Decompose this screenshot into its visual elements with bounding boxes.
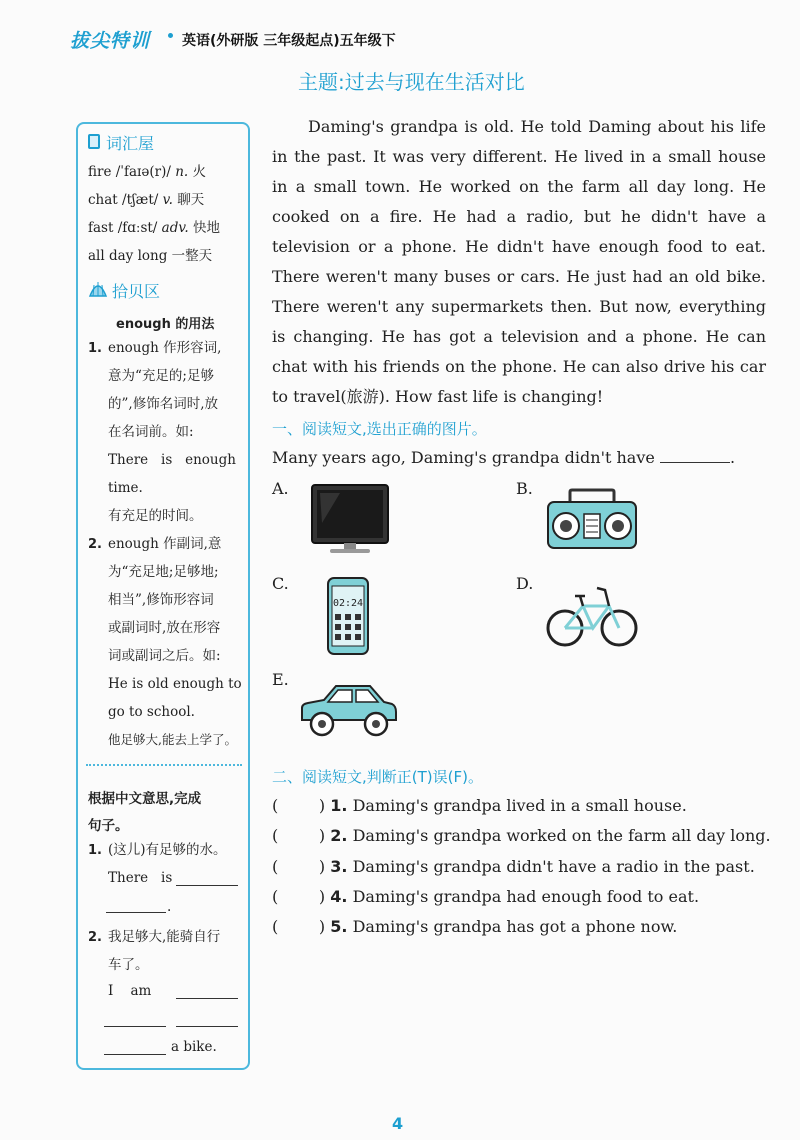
task-2-chinese: 我足够大,能骑自行 xyxy=(108,929,221,945)
task-2-blank[interactable] xyxy=(176,1011,238,1027)
vocab-list xyxy=(88,158,248,270)
reading-passage: Daming's grandpa is old. He told Daming about his life in the past. It was very different. He lived in a small house in a small town. He worked on the farm all day long. He cooked on a fire. He had a radio, but he didn't have a television or a phone. He didn't have enough food to eat. There weren't many buses or cars. He just had an old bike. There weren't any supermarkets then. But now, everything is changing. He has got a television and a phone. He can chat with his friends on the phone. He can also drive his car to travel(旅游). How fast life is changing! xyxy=(272,117,766,406)
bike-icon[interactable] xyxy=(545,584,639,650)
tf-item: ( ) 4. Daming's grandpa had enough food to eat. xyxy=(272,887,700,906)
page-title: 主题:过去与现在生活对比 xyxy=(298,70,525,94)
sidebar-divider xyxy=(86,764,242,766)
question-blank[interactable] xyxy=(660,447,730,463)
task-title-line-1: 根据中文意思,完成 xyxy=(88,791,202,807)
usage-2-text: enough 作副词,意 为“充足地;足够地; 相当”,修饰形容词 或副词时,放在形容 词或副词之后。如: He is old enough to go to school. 他足够大,能去上学了。 xyxy=(108,536,242,747)
book-icon xyxy=(88,134,100,149)
usage-title: enough 的用法 xyxy=(116,317,215,332)
option-c-label[interactable]: C. xyxy=(272,574,289,593)
vocab-section-title: 词汇屋 xyxy=(106,134,155,153)
task-2-ending: a bike. xyxy=(171,1039,217,1055)
book-title: 英语(外研版 三年级起点)五年级下 xyxy=(182,33,396,49)
option-a-label[interactable]: A. xyxy=(272,479,289,498)
answer-bracket[interactable]: ( ) xyxy=(272,857,326,876)
task-2-blank[interactable] xyxy=(104,1011,166,1027)
answer-bracket[interactable]: ( ) xyxy=(272,917,326,936)
phone-screen-time: 02:24 xyxy=(332,598,364,609)
section-1-question: Many years ago, Daming's grandpa didn't have . xyxy=(272,448,736,467)
task-1-english: There is xyxy=(108,870,173,886)
section-2-title: 二、阅读短文,判断正(T)误(F)。 xyxy=(272,768,483,786)
answer-bracket[interactable]: ( ) xyxy=(272,796,326,815)
task-2-english: I am xyxy=(108,983,152,999)
radio-icon[interactable] xyxy=(546,488,638,550)
task-1-number: 1. xyxy=(88,843,102,858)
brand-logo: 拔尖特训 xyxy=(70,30,151,52)
section-1-title: 一、阅读短文,选出正确的图片。 xyxy=(272,420,487,438)
task-1-blank[interactable] xyxy=(176,870,238,886)
option-d-label[interactable]: D. xyxy=(516,574,534,593)
usage-2-number: 2. xyxy=(88,537,102,552)
usage-1-text: enough 作形容词, 意为“充足的;足够 的”,修饰名词时,放 在名词前。如: There is enough time. 有充足的时间。 xyxy=(108,340,236,524)
answer-bracket[interactable]: ( ) xyxy=(272,826,326,845)
option-b-label[interactable]: B. xyxy=(516,479,533,498)
tf-item: ( ) 3. Daming's grandpa didn't have a radio in the past. xyxy=(272,857,755,876)
vocab-item: chat /tʃæt/ v. 聊天 xyxy=(88,192,205,208)
car-icon[interactable] xyxy=(298,682,398,740)
vocab-item: all day long 一整天 xyxy=(88,248,213,264)
tf-item: ( ) 1. Daming's grandpa lived in a small house. xyxy=(272,796,687,815)
option-e-label[interactable]: E. xyxy=(272,670,289,689)
tf-item: ( ) 2. Daming's grandpa worked on the farm all day long. xyxy=(272,826,771,845)
tf-item: ( ) 5. Daming's grandpa has got a phone now. xyxy=(272,917,678,936)
shell-section-title: 拾贝区 xyxy=(112,282,161,301)
page-number: 4 xyxy=(392,1114,404,1133)
phone-icon[interactable] xyxy=(326,576,370,656)
brand-separator-dot xyxy=(168,33,173,38)
task-1-chinese: (这儿)有足够的水。 xyxy=(108,842,227,858)
answer-bracket[interactable]: ( ) xyxy=(272,887,326,906)
task-title-line-2: 句子。 xyxy=(88,818,129,834)
task-2-blank[interactable] xyxy=(176,983,238,999)
task-1-period: . xyxy=(167,899,172,915)
television-icon[interactable] xyxy=(310,483,390,555)
usage-1-number: 1. xyxy=(88,341,102,356)
shell-icon xyxy=(88,280,108,298)
task-2-chinese: 车了。 xyxy=(108,957,149,973)
task-2-number: 2. xyxy=(88,930,102,945)
vocab-item: fire /ˈfaɪə(r)/ n. 火 xyxy=(88,164,206,180)
task-1-blank[interactable] xyxy=(106,897,166,913)
task-2-blank[interactable] xyxy=(104,1039,166,1055)
vocab-item: fast /fɑːst/ adv. 快地 xyxy=(88,220,220,236)
